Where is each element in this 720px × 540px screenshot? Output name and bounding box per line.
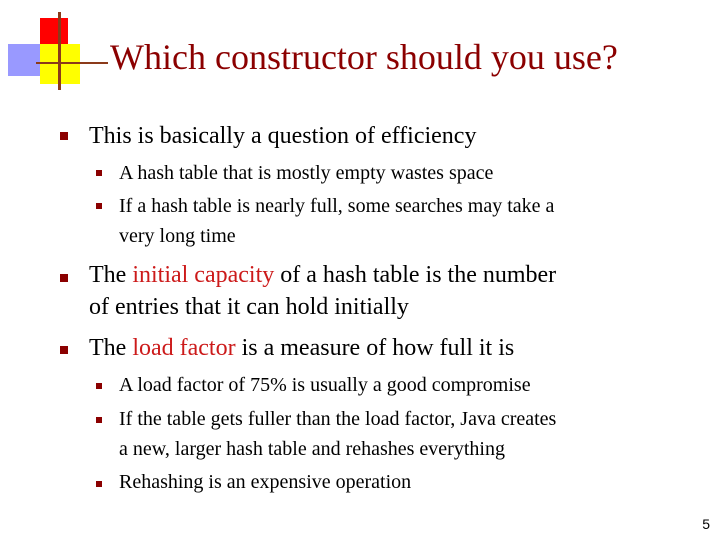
sub-bullet-full-line2: very long time	[119, 225, 236, 247]
logo-horizontal-line	[36, 62, 108, 64]
bullet-icon	[96, 203, 102, 209]
bullet-icon	[96, 383, 102, 389]
slide-logo	[0, 0, 110, 100]
bullet-icon	[60, 132, 68, 140]
logo-blue-square	[8, 44, 40, 76]
sub-bullet-fuller-line2: a new, larger hash table and rehashes everything	[119, 438, 505, 460]
bullet-icon	[96, 481, 102, 487]
bullet-icon	[60, 346, 68, 354]
text: The	[89, 262, 133, 288]
bullet-question: This is basically a question of efficiency	[89, 123, 477, 149]
bullet-icon	[60, 274, 68, 282]
logo-vertical-line	[58, 12, 61, 90]
bullet-load-factor	[89, 332, 514, 364]
page-number: 5	[702, 516, 710, 532]
text: of a hash table is the number	[274, 262, 557, 288]
slide-title: Which constructor should you use?	[110, 37, 618, 77]
bullet-icon	[96, 170, 102, 176]
term-initial-capacity: initial capacity	[132, 262, 275, 288]
logo-red-square	[40, 18, 68, 46]
text: The	[89, 335, 133, 361]
bullet-initial-capacity	[89, 259, 556, 291]
sub-bullet-fuller-line1: If the table gets fuller than the load factor, Java creates	[119, 408, 557, 430]
bullet-initial-capacity-line2: of entries that it can hold initially	[89, 294, 409, 320]
sub-bullet-full-line1: If a hash table is nearly full, some searches may take a	[119, 195, 555, 217]
text: is a measure of how full it is	[235, 335, 515, 361]
term-load-factor: load factor	[132, 335, 236, 361]
bullet-icon	[96, 417, 102, 423]
sub-bullet-75: A load factor of 75% is usually a good compromise	[119, 374, 531, 396]
sub-bullet-empty: A hash table that is mostly empty wastes space	[119, 162, 494, 184]
sub-bullet-rehashing: Rehashing is an expensive operation	[119, 471, 412, 493]
